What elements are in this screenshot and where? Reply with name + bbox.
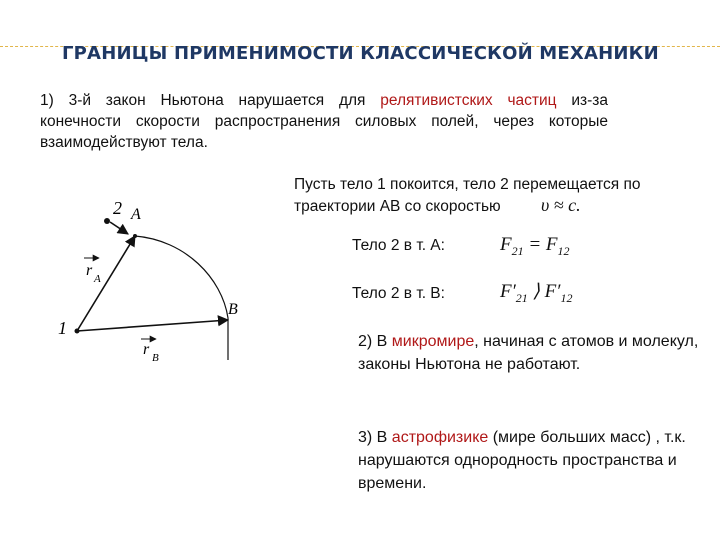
speed-formula: υ ≈ c. — [540, 195, 581, 215]
point-2-text-before: 2) В — [358, 333, 392, 350]
point-body-2 — [104, 218, 110, 224]
label-ra: r — [86, 262, 93, 279]
point-2-paragraph — [358, 330, 703, 376]
point-3-text-before: 3) В — [358, 429, 392, 446]
point-a — [133, 234, 137, 238]
point-3-text-after: (мире больших масс) , т.к. нарушаются однородность пространства и времени. — [358, 429, 686, 492]
point-2-text-after: , начиная с атомов и молекул, законы Ньютона не работают. — [358, 333, 699, 373]
point-3-paragraph — [358, 426, 703, 495]
point-2-highlight: микромире — [391, 333, 475, 350]
point-1-text-before: 1) 3-й закон Ньютона нарушается для — [40, 92, 381, 109]
label-2: 2 — [113, 198, 122, 218]
point-a-formula: $F_{21} = F_{12}$ — [500, 234, 570, 258]
velocity-arrow-a — [110, 222, 128, 234]
vector-ra — [77, 236, 135, 331]
label-rb: r — [143, 341, 150, 358]
label-ra-sub: A — [94, 273, 101, 285]
point-1-text-after: из-за конечности скорости распространения силовых полей, через которые взаимодействуют тела. — [40, 92, 608, 151]
label-rb-sub: B — [152, 352, 159, 364]
point-b-formula: $F'_{21}$ ⟩ $F'_{12}$ — [500, 281, 573, 305]
label-a: A — [131, 206, 141, 223]
point-3-highlight: астрофизике — [391, 429, 489, 446]
point-1-highlight: релятивистских частиц — [380, 92, 557, 109]
scenario-text: Пусть тело 1 покоится, тело 2 перемещается по траектории АВ со скоростью — [294, 176, 641, 215]
point-a-label: Тело 2 в т. А: — [352, 237, 445, 254]
label-1: 1 — [58, 318, 67, 338]
page-title: ГРАНИЦЫ ПРИМЕНИМОСТИ КЛАССИЧЕСКОЙ МЕХАНИКИ — [62, 43, 659, 64]
label-b: B — [228, 301, 238, 318]
vector-rb — [77, 320, 228, 331]
point-body-1 — [75, 329, 80, 334]
point-b-label: Тело 2 в т. В: — [352, 285, 445, 302]
